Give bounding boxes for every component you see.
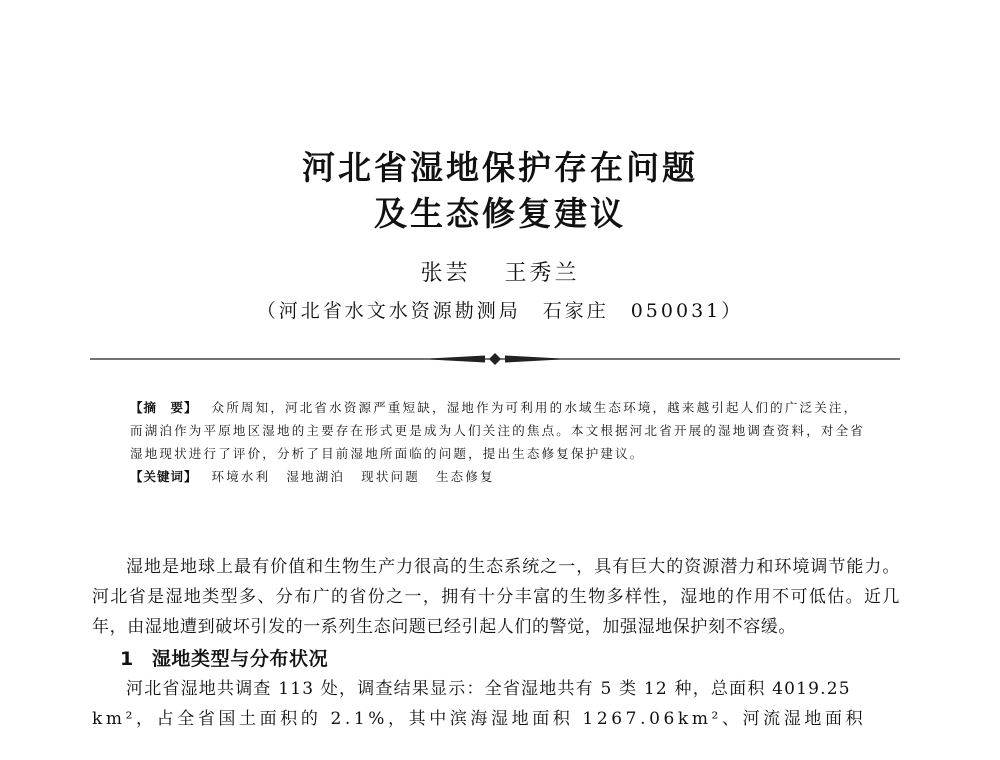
author-2: 王秀兰: [504, 261, 580, 286]
ornamental-divider: [90, 352, 900, 366]
keywords-label: 【关键词】: [130, 469, 198, 484]
section-heading: [120, 644, 900, 674]
keyword: 现状问题: [361, 469, 420, 484]
title-line-2: 及生态修复建议: [374, 194, 626, 233]
intro-paragraph: 湿地是地球上最有价值和生物生产力很高的生态系统之一，具有巨大的资源潜力和环境调节能力。河北省是湿地类型多、分布广的省份之一，拥有十分丰富的生物多样性，湿地的作用不可低估。近几年，由湿地遭到破坏引发的一系列生态问题已经引起人们的警觉，加强湿地保护刻不容缓。: [92, 557, 900, 637]
abstract-paragraph: [130, 396, 866, 465]
divider-left-taper: [420, 356, 485, 363]
keywords: [130, 465, 866, 488]
body-text: [92, 552, 900, 734]
keyword: 环境水利: [211, 469, 271, 484]
section-paragraph-line-1: 河北省湿地共调查 113 处，调查结果显示：全省湿地共有 5 类 12 种，总面积 4019.25: [126, 679, 851, 699]
paper-title: [0, 145, 1000, 237]
keyword: 湿地湖泊: [286, 469, 346, 484]
abstract: [130, 396, 866, 488]
divider-diamond: [489, 353, 501, 365]
section-paragraph-line-2: km²，占全省国土面积的 2.1%，其中滨海湿地面积 1267.06km²、河流湿地面积: [92, 709, 867, 729]
section-title: 湿地类型与分布状况: [151, 648, 329, 670]
affiliation: （河北省水文水资源勘测局 石家庄 050031）: [256, 300, 744, 322]
abstract-label: 【摘 要】: [130, 400, 198, 415]
author-1: 张芸: [420, 261, 471, 286]
keyword: 生态修复: [435, 469, 495, 484]
divider-right-taper: [505, 356, 570, 363]
abstract-text: 众所周知，河北省水资源严重短缺，湿地作为可利用的水域生态环境，越来越引起人们的广泛关注，而湖泊作为平原地区湿地的主要存在形式更是成为人们关注的焦点。本文根据河北省开展的湿地调查资料，对全省湿地现状进行了评价，分析了目前湿地所面临的问题，提出生态修复保护建议。: [130, 400, 866, 461]
authors: [0, 256, 1000, 287]
title-line-1: 河北省湿地保护存在问题: [302, 148, 698, 187]
section-number: 1: [120, 648, 134, 670]
